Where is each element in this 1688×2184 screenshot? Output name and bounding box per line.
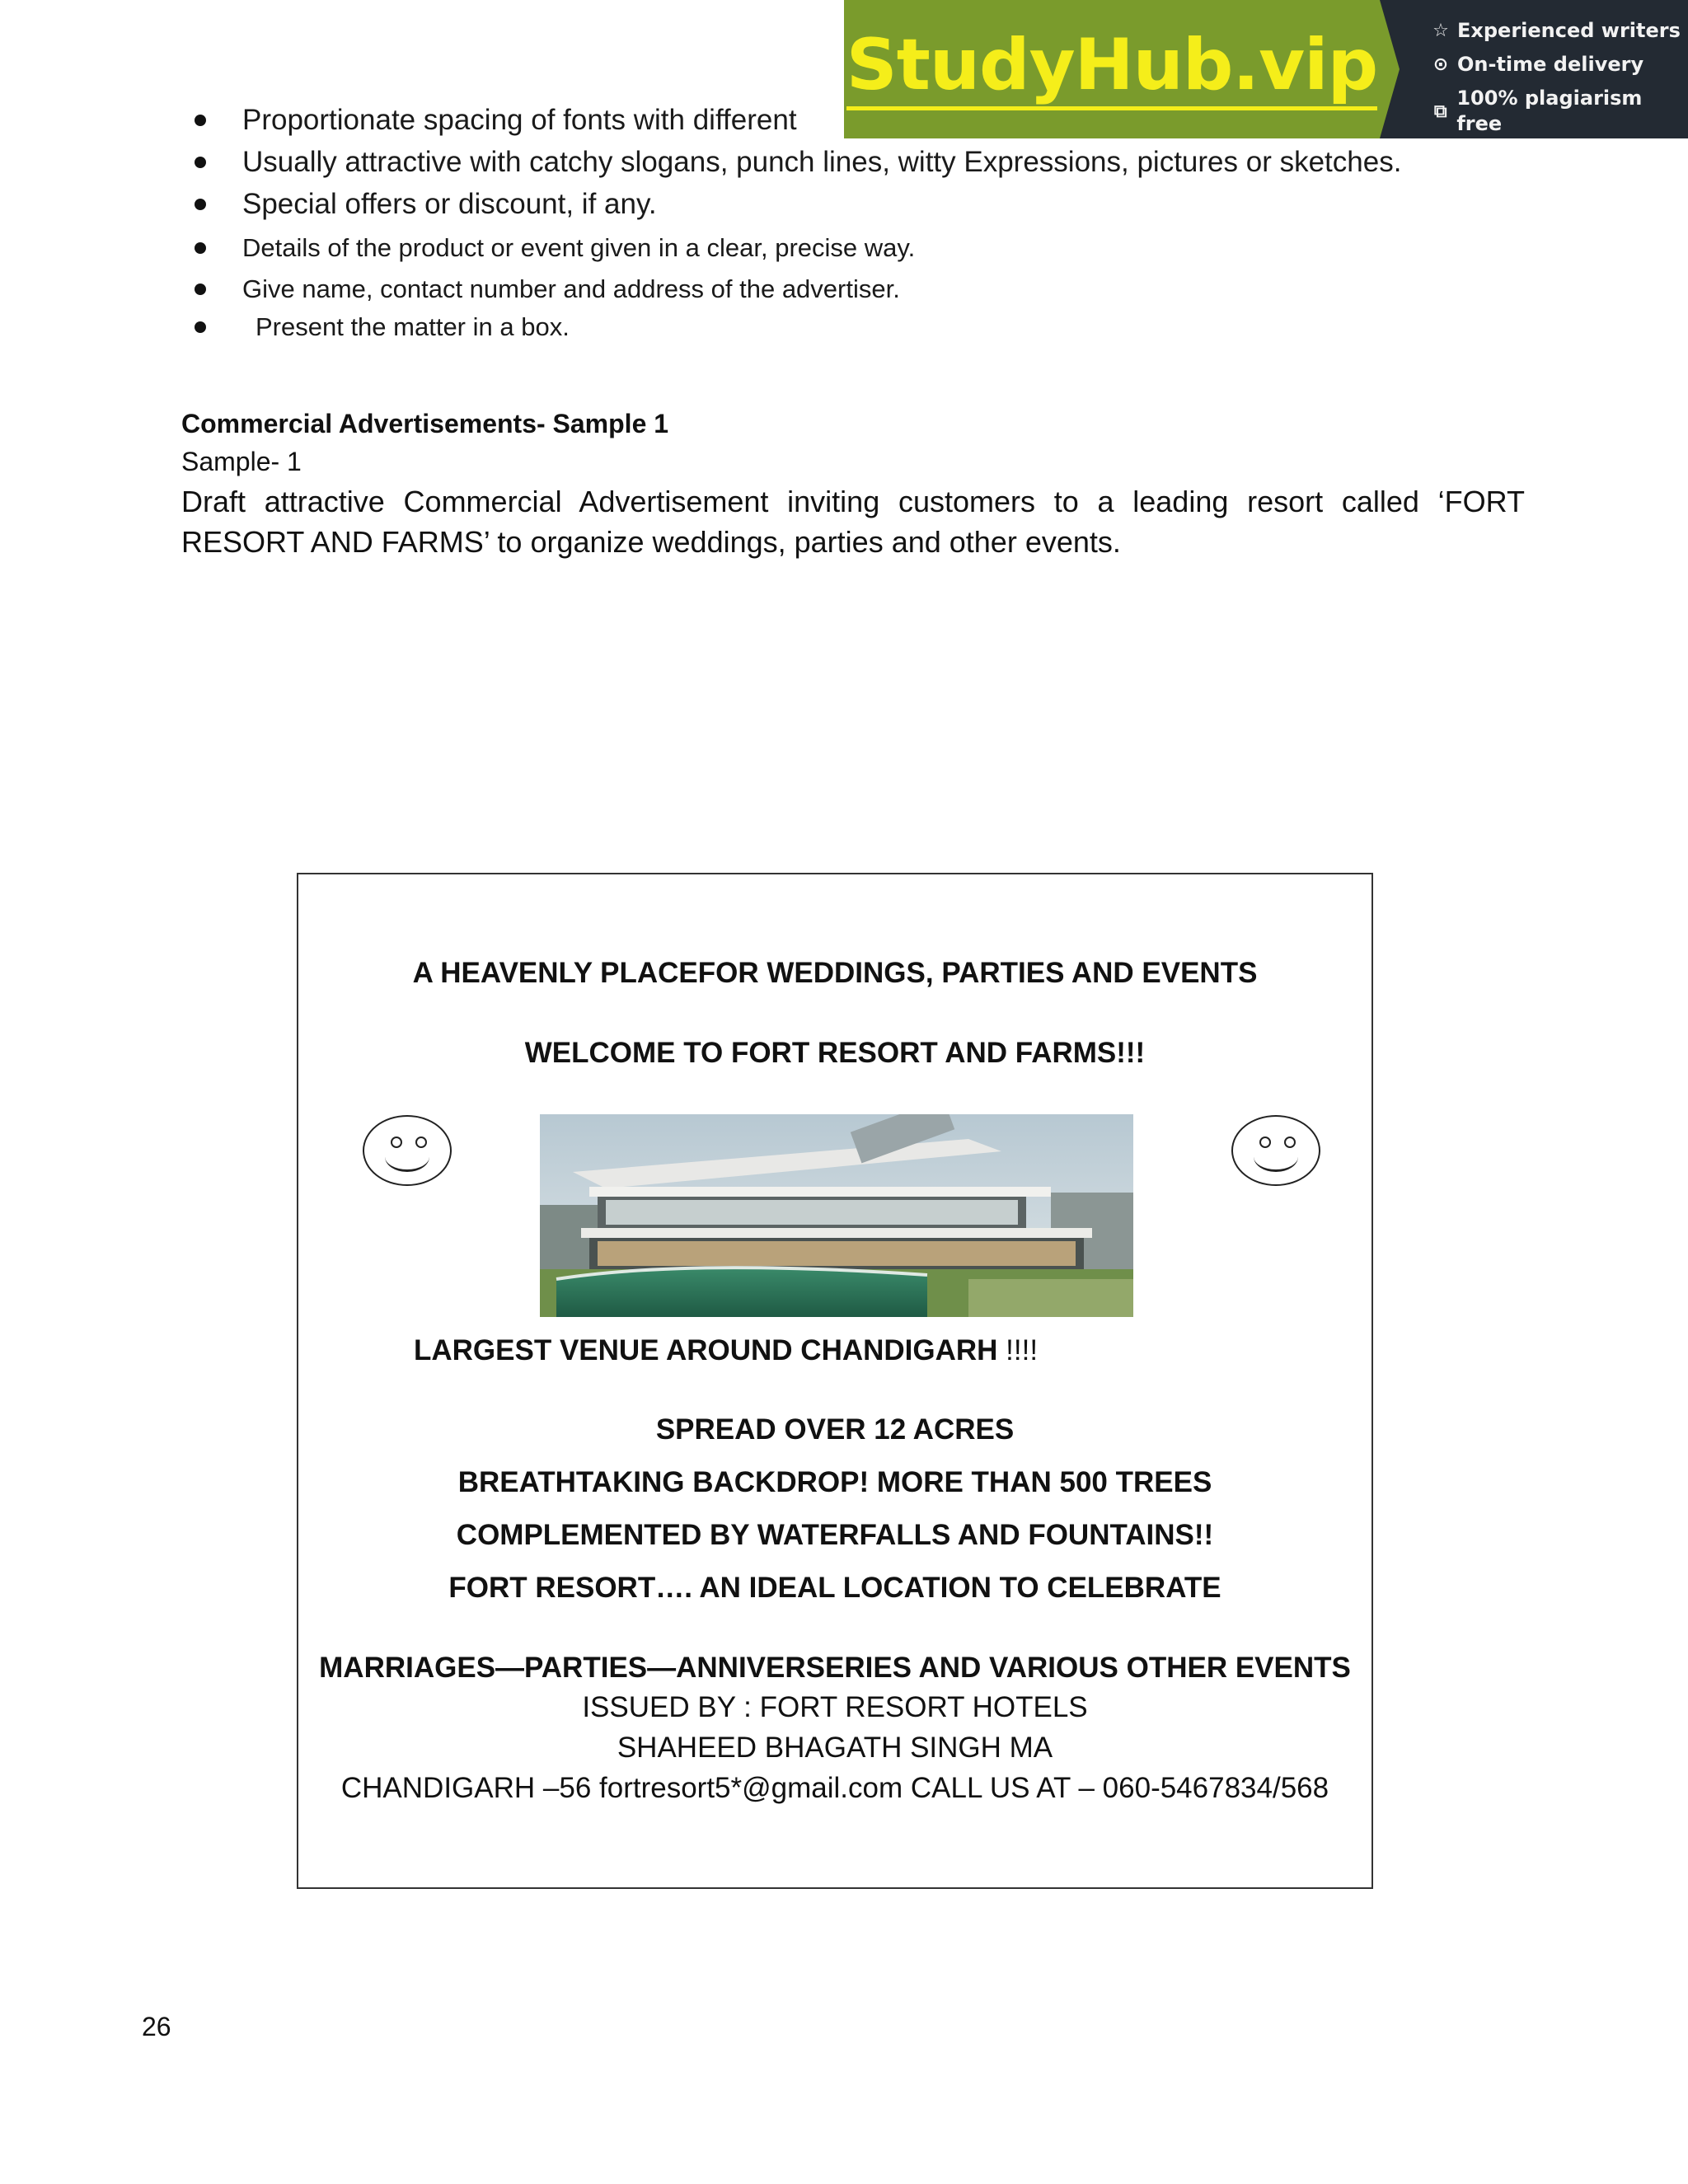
- bullet-icon: [195, 115, 206, 126]
- banner-feature-label: Experienced writers: [1457, 19, 1681, 42]
- bullet-icon: [195, 157, 206, 168]
- banner-feature-writers: [1431, 18, 1688, 44]
- section-heading: Commercial Advertisements- Sample 1: [181, 409, 669, 438]
- ad-events: MARRIAGES—PARTIES—ANNIVERSERIES AND VARIOUS OTHER EVENTS: [319, 1652, 1351, 1684]
- sample-label: Sample- 1: [181, 447, 302, 476]
- bullet-icon: [195, 242, 206, 254]
- list-item: [195, 104, 797, 137]
- resort-photo: [540, 1114, 1133, 1317]
- studyhub-logo[interactable]: [844, 0, 1380, 138]
- studyhub-banner[interactable]: [844, 0, 1688, 138]
- smiley-icon: [363, 1115, 452, 1186]
- banner-feature-delivery: [1431, 52, 1688, 77]
- bullet-icon: [195, 199, 206, 210]
- list-item-text: Special offers or discount, if any.: [242, 188, 657, 220]
- smiley-icon: [1231, 1115, 1320, 1186]
- ad-address: SHAHEED BHAGATH SINGH MA: [617, 1732, 1053, 1764]
- ad-ideal-location: FORT RESORT…. AN IDEAL LOCATION TO CELEBRATE: [448, 1572, 1221, 1604]
- task-line: Draft attractive Commercial Advertisement inviting customers to a leading resort called ‘FORT: [181, 485, 1525, 518]
- ad-issued-by: ISSUED BY : FORT RESORT HOTELS: [582, 1691, 1088, 1723]
- bullet-icon: [195, 284, 206, 295]
- ad-backdrop: BREATHTAKING BACKDROP! MORE THAN 500 TREES: [457, 1466, 1212, 1498]
- list-item: [195, 312, 570, 342]
- ad-largest-venue: [298, 1334, 1038, 1367]
- ad-largest-venue-bold: LARGEST VENUE AROUND CHANDIGARH: [414, 1334, 998, 1366]
- ad-welcome: WELCOME TO FORT RESORT AND FARMS!!!: [524, 1037, 1146, 1069]
- clock-icon: ⊙: [1432, 54, 1449, 75]
- list-item: [195, 233, 915, 263]
- list-item-text: Give name, contact number and address of the advertiser.: [242, 274, 900, 303]
- banner-feature-label: 100% plagiarism free: [1456, 87, 1643, 135]
- ad-waterfalls: COMPLEMENTED BY WATERFALLS AND FOUNTAINS!!: [456, 1519, 1214, 1551]
- list-item-text: Present the matter in a box.: [256, 312, 570, 341]
- task-line: RESORT AND FARMS’ to organize weddings, parties and other events.: [181, 525, 1121, 559]
- page-number: 26: [142, 2012, 171, 2041]
- banner-feature-label: On-time delivery: [1457, 53, 1644, 76]
- ad-spread: SPREAD OVER 12 ACRES: [655, 1413, 1015, 1446]
- copy-icon: ⧉: [1433, 101, 1447, 122]
- task-paragraph: [181, 481, 1525, 562]
- resort-photo-art: [540, 1114, 1133, 1317]
- list-item-text: Usually attractive with catchy slogans, punch lines, witty Expressions, pictures or sketches.: [242, 146, 1402, 178]
- banner-feature-plagiarism: [1431, 86, 1688, 137]
- list-item: [195, 146, 1401, 179]
- list-item: [195, 188, 657, 221]
- ad-headline: A HEAVENLY PLACEFOR WEDDINGS, PARTIES AND EVENTS: [412, 957, 1258, 989]
- list-item: [195, 274, 900, 304]
- list-item-text: Proportionate spacing of fonts with different: [242, 104, 797, 136]
- ad-contact: CHANDIGARH –56 fortresort5*@gmail.com CALL US AT – 060-5467834/568: [340, 1772, 1329, 1804]
- bullet-icon: [195, 321, 206, 333]
- studyhub-logo-text: StudyHub.vip: [846, 24, 1377, 110]
- ad-exclamations: !!!!: [997, 1334, 1039, 1366]
- star-icon: ☆: [1432, 21, 1449, 41]
- banner-features: [1380, 0, 1688, 138]
- smiley-mouth: [385, 1141, 429, 1172]
- smiley-mouth: [1254, 1141, 1298, 1172]
- list-item-text: Details of the product or event given in a clear, precise way.: [242, 233, 916, 262]
- advertisement-box: [297, 873, 1373, 1889]
